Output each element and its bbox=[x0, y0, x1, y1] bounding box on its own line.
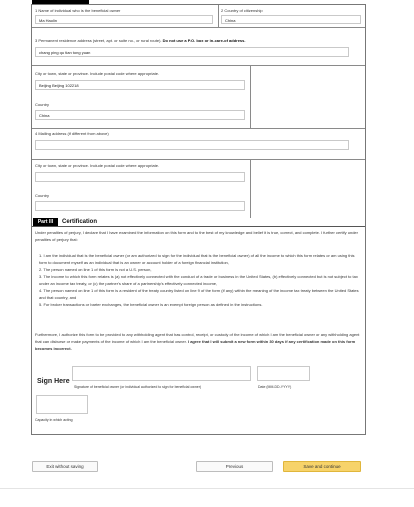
certification-item: 5. For broker transactions or barter exchanges, the beneficial owner is an exempt foreign person as defined in the instructions. bbox=[39, 302, 263, 307]
part-tag: Part III bbox=[33, 218, 58, 226]
name-label: 1 Name of individual who is the beneficial owner bbox=[35, 8, 121, 13]
citizenship-label: 2 Country of citizenship bbox=[221, 8, 263, 13]
country-value: China bbox=[39, 113, 50, 118]
mailing-country-label: Country bbox=[35, 193, 50, 198]
save-and-continue-button[interactable]: Save and continue bbox=[283, 461, 361, 472]
certification-intro: Under penalties of perjury, I declare that I have examined the information on this form and to the best of my knowledge and belief it is true, correct, and complete. I further certify under penalties of perjury that: bbox=[35, 230, 358, 242]
city-field[interactable] bbox=[35, 80, 245, 90]
name-value: Ma Haolin bbox=[39, 18, 58, 23]
divider bbox=[218, 5, 219, 27]
part-title: Certification bbox=[62, 219, 98, 225]
capacity-field[interactable] bbox=[36, 395, 88, 414]
furthermore-warning: I agree that I will submit a new form within 30 days if any certification made on this form becomes incorrect. bbox=[35, 339, 356, 351]
exit-without-saving-button[interactable]: Exit without saving bbox=[32, 461, 98, 472]
date-field[interactable] bbox=[257, 366, 310, 381]
mailing-label: 4 Mailing address (if different from above) bbox=[35, 131, 109, 136]
divider bbox=[32, 27, 365, 28]
certification-item: 2. The person named on line 1 of this form is not a U.S. person, bbox=[39, 267, 152, 272]
furthermore-text: Furthermore, I authorize this form to be provided to any withholding agent that has control, receipt, or custody of the income of which I am the beneficial owner or any withholding agent that can disburse or make payments of the income of which I am the beneficial owner. bbox=[35, 332, 360, 344]
mailing-address-field[interactable] bbox=[35, 140, 349, 150]
certification-item: 1. I am the individual that is the beneficial owner (or am authorized to sign for the individual that is the beneficial owner) of all the income to which this form relates or am using this form to document myself as an individual that is an owner or account holder of a foreign financial institution, bbox=[39, 253, 355, 265]
certification-item: 4. The person named on line 1 of this form is a resident of the treaty country listed on line 9 of the form (if any) within the meaning of the income tax treaty between the United States and that country, and bbox=[39, 288, 359, 300]
form-card bbox=[31, 4, 366, 435]
capacity-caption: Capacity in which acting bbox=[35, 418, 73, 422]
certification-header bbox=[32, 218, 365, 227]
previous-button[interactable]: Previous bbox=[196, 461, 273, 472]
residence-address-field[interactable] bbox=[35, 47, 349, 57]
certification-list bbox=[39, 252, 361, 308]
certification-item: 3. The income to which this form relates is (a) not effectively connected with the conduct of a trade or business in the United States, (b) effectively connected but is not subject to tax under an income tax treaty, or (c) the partner's share of a partnership's effectively connected income, bbox=[39, 274, 358, 286]
name-field[interactable] bbox=[35, 15, 213, 24]
certification-furthermore bbox=[35, 331, 362, 352]
sign-here-label: Sign Here bbox=[37, 378, 70, 385]
divider bbox=[250, 65, 251, 128]
residence-label-warning: Do not use a P.O. box or in-care-of address. bbox=[162, 38, 246, 43]
mailing-city-field[interactable] bbox=[35, 172, 245, 182]
divider bbox=[32, 65, 365, 66]
country-field[interactable] bbox=[35, 110, 245, 120]
section-title-partial bbox=[92, 0, 165, 1]
city-label: City or town, state or province. Include postal code where appropriate. bbox=[35, 71, 160, 76]
signature-caption: Signature of beneficial owner (or individual authorized to sign for beneficial owner) bbox=[74, 385, 202, 389]
signature-field[interactable] bbox=[72, 366, 251, 381]
residence-label-text: 3 Permanent residence address (street, apt. or suite no., or rural route). bbox=[35, 38, 162, 43]
divider bbox=[32, 128, 365, 129]
citizenship-value: China bbox=[225, 18, 236, 23]
city-value: Beijing Beijing 102218 bbox=[39, 83, 79, 88]
mailing-city-label: City or town, state or province. Include postal code where appropriate. bbox=[35, 163, 160, 168]
country-label: Country bbox=[35, 102, 50, 107]
residence-address-value: chang ping qu tian tong yuan bbox=[39, 50, 91, 55]
date-caption: Date (MM-DD-YYYY) bbox=[258, 385, 292, 389]
footer-divider bbox=[0, 488, 414, 489]
mailing-country-field[interactable] bbox=[35, 201, 245, 211]
divider bbox=[250, 159, 251, 218]
divider bbox=[32, 159, 365, 160]
citizenship-field[interactable] bbox=[221, 15, 361, 24]
residence-label bbox=[35, 38, 245, 43]
